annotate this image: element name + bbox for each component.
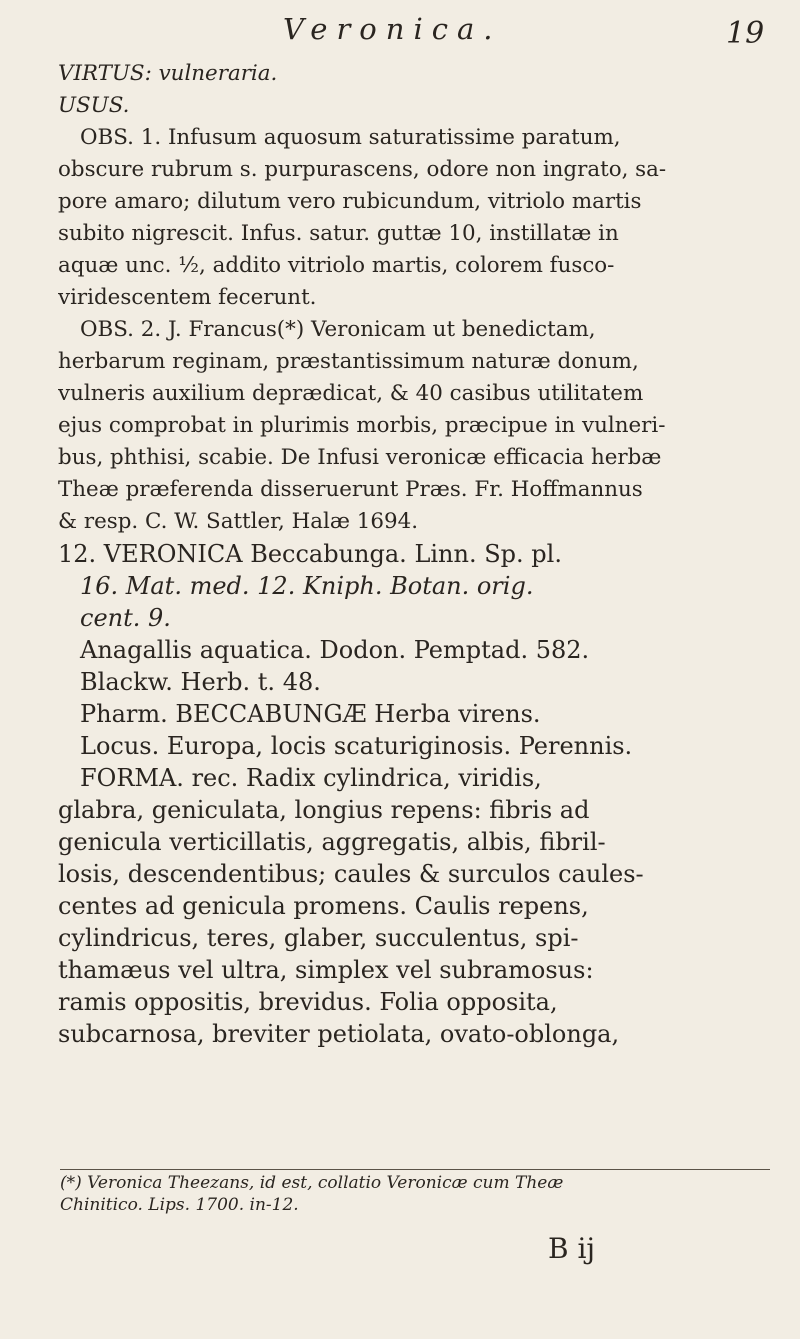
footnote-rule: [60, 1169, 770, 1170]
text-line: OBS. 2. J. Francus(*) Veronicam ut benedictam,: [80, 317, 596, 342]
text-line: obscure rubrum s. purpurascens, odore non ingrato, sa-: [58, 157, 667, 182]
text-line: Pharm. BECCABUNGÆ Herba virens.: [80, 700, 541, 728]
text-line: OBS. 1. Infusum aquosum saturatissime paratum,: [80, 125, 621, 150]
text-line: aquæ unc. ½, addito vitriolo martis, colorem fusco-: [58, 253, 615, 278]
text-line: glabra, geniculata, longius repens: fibris ad: [58, 796, 590, 824]
text-line: Theæ præferenda disseruerunt Præs. Fr. Hoffmannus: [58, 477, 643, 502]
text-line: thamæus vel ultra, simplex vel subramosus:: [58, 956, 594, 984]
running-title: Veronica.: [283, 12, 502, 46]
text-line: genicula verticillatis, aggregatis, albis, fibril-: [58, 828, 606, 856]
footnote-line: (*) Veronica Theezans, id est, collatio Veronicæ cum Theæ: [60, 1173, 564, 1193]
main-text: [58, 58, 770, 1050]
text-line: & resp. C. W. Sattler, Halæ 1694.: [58, 509, 419, 534]
page-number: 19: [726, 16, 765, 51]
footnote: [60, 1172, 772, 1216]
text-line: losis, descendentibus; caules & surculos caules-: [58, 860, 644, 888]
text-line: herbarum reginam, præstantissimum naturæ donum,: [58, 349, 639, 374]
text-line: bus, phthisi, scabie. De Infusi veronicæ efficacia herbæ: [58, 445, 662, 470]
signature-mark: B ij: [548, 1232, 596, 1265]
text-line: viridescentem fecerunt.: [58, 285, 317, 310]
footnote-line: Chinitico. Lips. 1700. in-12.: [60, 1195, 299, 1215]
text-line: centes ad genicula promens. Caulis repens,: [58, 892, 589, 920]
text-line: Locus. Europa, locis scaturiginosis. Perennis.: [80, 732, 633, 760]
text-line: Anagallis aquatica. Dodon. Pemptad. 582.: [80, 636, 590, 664]
text-line: subcarnosa, breviter petiolata, ovato-oblonga,: [58, 1020, 620, 1048]
text-line: USUS.: [58, 93, 130, 118]
text-line: cylindricus, teres, glaber, succulentus, spi-: [58, 924, 579, 952]
text-line: FORMA. rec. Radix cylindrica, viridis,: [80, 764, 542, 792]
text-line: ejus comprobat in plurimis morbis, præcipue in vulneri-: [58, 413, 666, 438]
text-line: vulneris auxilium deprædicat, & 40 casibus utilitatem: [58, 381, 644, 406]
text-line: cent. 9.: [80, 604, 171, 632]
text-line: 16. Mat. med. 12. Kniph. Botan. orig.: [80, 572, 534, 600]
page-header: [0, 6, 800, 56]
text-line: VIRTUS: vulneraria.: [58, 61, 278, 86]
text-line: 12. VERONICA Beccabunga. Linn. Sp. pl.: [58, 540, 562, 568]
text-line: subito nigrescit. Infus. satur. guttæ 10, instillatæ in: [58, 221, 619, 246]
text-line: ramis oppositis, brevidus. Folia opposita,: [58, 988, 558, 1016]
text-line: pore amaro; dilutum vero rubicundum, vitriolo martis: [58, 189, 642, 214]
text-line: Blackw. Herb. t. 48.: [80, 668, 321, 696]
